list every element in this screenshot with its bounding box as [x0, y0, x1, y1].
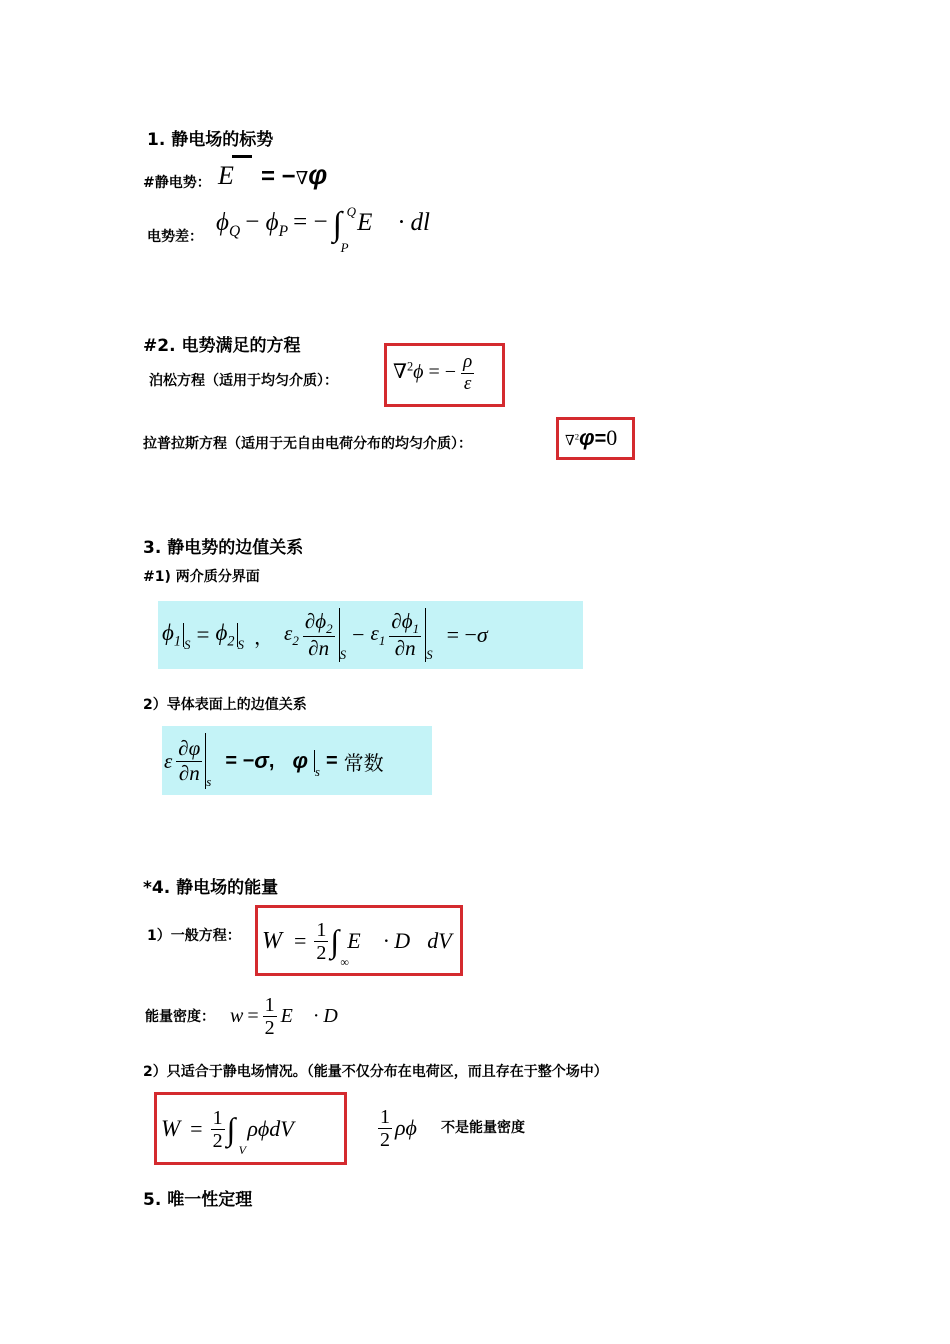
section-5-title: 5. 唯一性定理: [143, 1190, 253, 1210]
two-media-interface-subtitle: #1) 两介质分界面: [143, 569, 260, 585]
conductor-condition-box: [162, 726, 432, 795]
potential-equation: E = −∇φ: [218, 160, 327, 200]
section-2-title: #2. 电势满足的方程: [143, 336, 301, 356]
energy-density-equation: w = $\frac{1}{2}$ E⃗ · D⃗: [230, 993, 354, 1039]
conductor-condition-equation: ε $\frac{\partial\varphi}{\partial n}$ s = − σ , φ s = 常数: [164, 732, 384, 790]
interface-condition-equation: $\phi_1$ S = $\phi_2$ S ， $\varepsilon_2$ $\frac{\partial\phi_2}{\partial n}$ S − $\varepsilon_1$ $\frac{\partial\phi_1}{\partial n}$ S = − σ: [162, 608, 488, 662]
laplace-equation: ∇$^2$φ=0: [565, 425, 618, 450]
laplace-equation-box: [556, 417, 635, 460]
poisson-equation-label: 泊松方程（适用于均匀介质）：: [149, 373, 338, 389]
half-rho-phi-expression: $\frac{1}{2}$ ρϕ: [380, 1105, 417, 1151]
section-4-title: *4. 静电场的能量: [143, 878, 279, 898]
poisson-equation-box: [384, 343, 505, 407]
constant-text: 常数: [343, 750, 384, 775]
interface-condition-box: [158, 601, 583, 669]
electrostatic-potential-label: #静电势：: [143, 175, 211, 191]
potential-difference-label: 电势差：: [147, 229, 203, 245]
general-energy-equation-box: [255, 905, 463, 976]
potential-difference-equation: $\phi_Q - \phi_P$ = − ∫ Q P E⃗ · dl⃗: [216, 204, 450, 255]
laplace-equation-label: 拉普拉斯方程（适用于无自由电荷分布的均匀介质）：: [143, 436, 472, 452]
general-energy-equation: W = $\frac{1}{2}$ ∫ ∞ E⃗ · D⃗dV: [262, 918, 452, 969]
section-1-title: 1. 静电场的标势: [147, 130, 274, 150]
static-energy-equation: W = $\frac{1}{2}$ ∫ V ρϕdV: [161, 1106, 294, 1157]
energy-density-label: 能量密度：: [145, 1009, 215, 1025]
conductor-surface-subtitle: 2）导体表面上的边值关系: [143, 697, 307, 713]
not-energy-density-note: 不是能量密度: [441, 1120, 525, 1136]
static-only-subtitle: 2）只适合于静电场情况。（能量不仅分布在电荷区，而且存在于整个场中）: [143, 1064, 608, 1080]
static-energy-equation-box: [154, 1092, 347, 1165]
section-3-title: 3. 静电势的边值关系: [143, 538, 304, 558]
poisson-equation: ∇$^2$ϕ = − $\frac{\rho}{\varepsilon}$: [393, 351, 473, 394]
general-equation-label: 1）一般方程：: [147, 928, 241, 944]
